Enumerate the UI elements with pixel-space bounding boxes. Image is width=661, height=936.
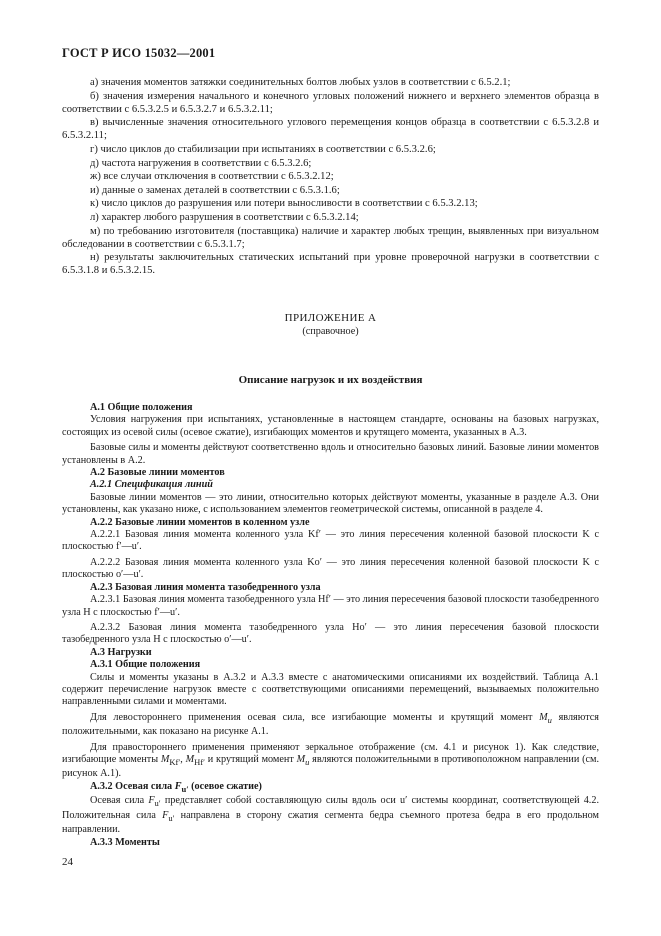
list-item: ж) все случаи отключения в соответствии с 6.5.3.2.12;	[90, 171, 334, 183]
appendix-body	[62, 402, 599, 849]
heading-a2-1: А.2.1 Спецификация линий	[90, 479, 213, 491]
heading-a3: А.3 Нагрузки	[90, 646, 152, 658]
list-item: и) данные о заменах деталей в соответствии с 6.5.3.1.6;	[90, 184, 340, 196]
list-item: к) число циклов до разрушения или потери выносливости в соответствии с 6.5.3.2.13;	[90, 198, 478, 210]
appendix-title: ПРИЛОЖЕНИЕ А	[284, 312, 377, 324]
heading-a3-2: А.3.2 Осевая сила $F_{u'}$ (осевое сжатие)	[90, 780, 262, 794]
document-header: ГОСТ Р ИСО 15032—2001	[62, 46, 216, 60]
list-item: м) по требованию изготовителя (поставщика) наличие и характер любых трещин, выявленных при визуальном обследовании в соответствии с 6.5.3.1.7;	[62, 225, 599, 250]
heading-a2: А.2 Базовые линии моментов	[90, 467, 225, 479]
symbol-M: M	[539, 711, 548, 723]
paragraph: Базовые линии моментов — это линии, относительно которых действуют моменты, указанные в разделе А.3. Они установлены, как указано ниже, с использованием элементов геометрической системы, описанной в разделе 4.	[62, 491, 599, 516]
list-item: в) вычисленные значения относительного углового перемещения концов образца в соответствии с 6.5.3.2.8 и 6.5.3.2.11;	[62, 117, 599, 142]
paragraph: Для левостороннего применения осевая сила, все изгибающие моменты и крутящий момент $M_u$ являются положительными, как показано на рисунке А.1.	[62, 711, 599, 738]
paragraph: Силы и моменты указаны в А.3.2 и А.3.3 вместе с анатомическими описаниями их воздействий. Таблица А.1 содержит перечисление нагрузок вместе с соответствующими описаниями перемещений, вызываемых положительно направленными силами и моментами.	[62, 671, 599, 708]
paragraph: А.2.3.1 Базовая линия момента тазобедренного узла Hf′ — это линия пересечения базовой плоскости тазобедренного узла H с плоскостью f′—u′.	[62, 594, 599, 618]
paragraph: Для правостороннего применения применяют зеркальное отображение (см. 4.1 и рисунок 1). Как следствие, изгибающие моменты $M_{Kf'}$, $M_{Hf'}$ и крутящий момент $M_u$ являются положительными в противоположном направлении (см. рисунок А.1).	[62, 741, 599, 780]
list-item: г) число циклов до стабилизации при испытаниях в соответствии с 6.5.3.2.6;	[90, 143, 436, 155]
appendix-heading	[0, 312, 661, 338]
heading-a2-2: А.2.2 Базовые линии моментов в коленном узле	[90, 516, 310, 528]
list-item: б) значения измерения начального и конечного угловых положений нижнего и верхнего элементов образца в соответствии с 6.5.3.2.5 и 6.5.3.2.7 и 6.5.3.2.11;	[62, 90, 599, 115]
heading-a3-1: А.3.1 Общие положения	[90, 659, 201, 671]
paragraph: Базовые силы и моменты действуют соответственно вдоль и относительно базовых линий. Базовые линии моментов установлены в А.2.	[62, 442, 599, 466]
heading-a2-3: А.2.3 Базовая линия момента тазобедренного узла	[90, 581, 321, 593]
list-item: л) характер любого разрушения в соответствии с 6.5.3.2.14;	[90, 211, 359, 223]
paragraph: Осевая сила $F_{u'}$ представляет собой составляющую силы вдоль оси u′ системы координат, соответствующей 4.2. Положительная сила $F_{u'}$ направлена в сторону сжатия сегмента бедра съемного протеза бедра в его продольном направлении.	[62, 795, 599, 836]
results-list	[62, 76, 599, 278]
heading-a1: А.1 Общие положения	[90, 402, 193, 413]
list-item: н) результаты заключительных статических испытаний при уровне проверочной нагрузки в соответствии с 6.5.3.1.8 и 6.5.3.2.15.	[62, 252, 599, 277]
paragraph: А.2.2.2 Базовая линия момента коленного узла Ko′ — это линия пересечения коленной базовой плоскости K с плоскостью o′—u′.	[62, 556, 599, 581]
paragraph: Условия нагружения при испытаниях, установленные в настоящем стандарте, основаны на базовых нагрузках, состоящих из осевой силы (осевое сжатие), изгибающих моментов и крутящего момента, указанных в А.3.	[62, 414, 599, 438]
page-number: 24	[62, 856, 73, 868]
heading-a3-3: А.3.3 Моменты	[90, 836, 160, 848]
list-item: д) частота нагружения в соответствии с 6.5.3.2.6;	[90, 157, 312, 169]
section-title: Описание нагрузок и их воздействия	[238, 374, 423, 386]
paragraph: А.2.3.2 Базовая линия момента тазобедренного узла Ho′ — это линия пересечения базовой плоскости тазобедренного узла H с плоскостью o′—u′.	[62, 621, 599, 646]
paragraph: А.2.2.1 Базовая линия момента коленного узла Kf′ — это линия пересечения коленной базовой плоскости K с плоскостью f′—u′.	[62, 529, 599, 553]
list-item: а) значения моментов затяжки соединительных болтов любых узлов в соответствии с 6.5.2.1;	[90, 77, 511, 88]
appendix-subtitle: (справочное)	[302, 326, 359, 337]
